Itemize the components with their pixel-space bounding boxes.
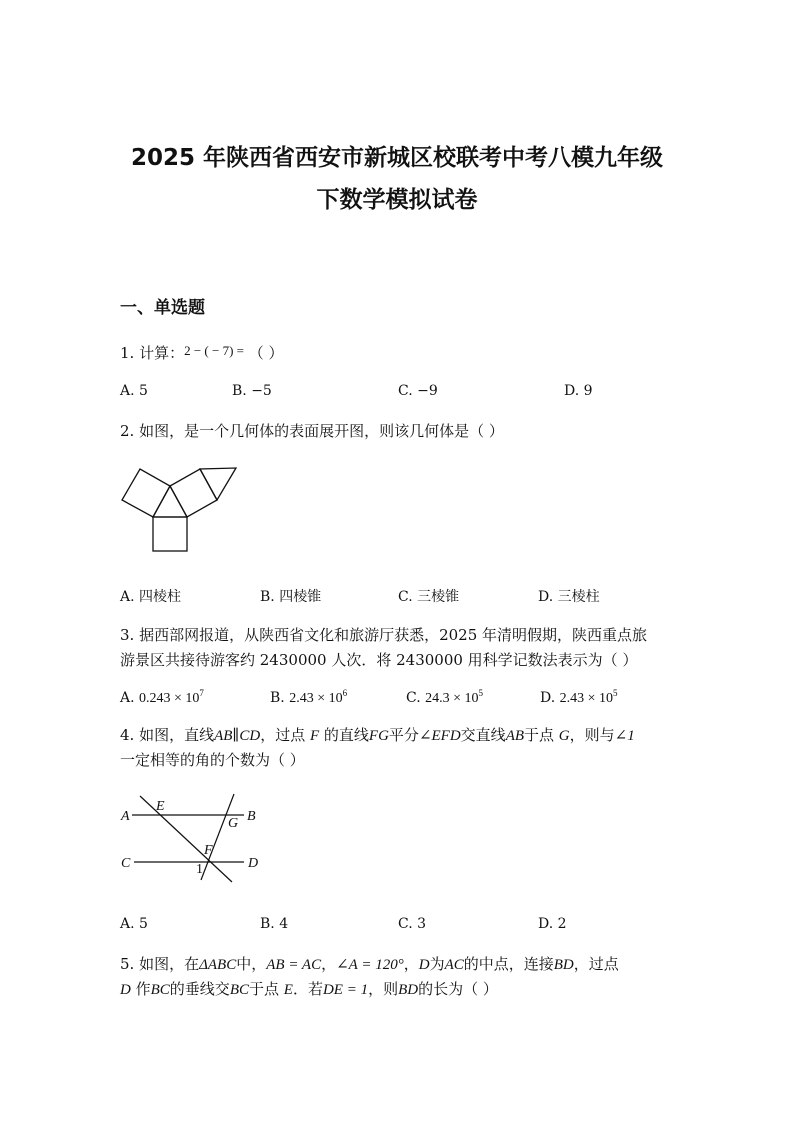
net-top-triangle <box>200 468 236 500</box>
label-e: E <box>156 799 165 814</box>
q1-suffix: （ ） <box>244 344 284 362</box>
question-4-stem-line1: 4. 如图，直线AB∥CD，过点 F 的直线FG平分∠EFD交直线AB于点 G，则与∠1 <box>120 726 635 744</box>
document-title-line1: 2025 年陕西省西安市新城区校联考中考八模九年级 <box>130 145 664 171</box>
document-title-line2: 下数学模拟试卷 <box>316 187 478 213</box>
q2-option-a: A. 四棱柱 <box>120 589 182 605</box>
label-a: A <box>121 809 130 824</box>
label-g: G <box>228 816 239 831</box>
q1-option-c: C. −9 <box>398 383 438 399</box>
label-angle-1: 1 <box>196 862 203 877</box>
q3-option-d: D. $2.43 \times 10^5$ <box>540 688 618 706</box>
q1-option-a: A. 5 <box>120 383 148 399</box>
q4-option-c: C. 3 <box>398 916 427 932</box>
q1-prefix: 1. 计算： <box>120 344 185 362</box>
q2-option-b: B. 四棱锥 <box>260 589 322 605</box>
question-5-stem-line1: 5. 如图，在ΔABC中，AB = AC，∠A = 120°，D为AC的中点，连接BD，过点 <box>120 955 619 973</box>
net-left-square <box>122 469 170 517</box>
q2-option-d: D. 三棱柱 <box>538 589 600 605</box>
question-4-stem-line2: 一定相等的角的个数为（ ） <box>120 751 305 769</box>
q1-option-d: D. 9 <box>564 383 593 399</box>
question-3-stem-line2: 游景区共接待游客约 2430000 人次．将 2430000 用科学记数法表示为（ ） <box>120 651 638 669</box>
q2-option-c: C. 三棱锥 <box>398 589 460 605</box>
net-right-square <box>170 469 217 517</box>
question-2-stem: 2. 如图，是一个几何体的表面展开图，则该几何体是（ ） <box>120 422 504 440</box>
question-3-stem-line1: 3. 据西部网报道，从陕西省文化和旅游厅获悉，2025 年清明假期，陕西重点旅 <box>120 626 648 644</box>
question-5-stem-line2: D 作BC的垂线交BC于点 E．若DE = 1，则BD的长为（ ） <box>120 980 498 998</box>
parallel-lines-figure <box>116 790 266 886</box>
q3-option-b: B. $2.43 \times 10^6$ <box>270 688 348 706</box>
q4-option-a: A. 5 <box>120 916 148 932</box>
q3-option-c: C. $24.3 \times 10^5$ <box>406 688 484 706</box>
net-base-square <box>153 517 187 551</box>
q1-option-b: B. −5 <box>232 383 272 399</box>
label-b: B <box>247 809 256 824</box>
transversal-ef <box>140 796 232 882</box>
q4-option-b: B. 4 <box>260 916 289 932</box>
net-center-triangle <box>153 486 187 517</box>
question-1-stem <box>120 342 284 363</box>
line-fg <box>201 794 234 880</box>
q1-expression: 2 − ( − 7) = <box>184 343 244 358</box>
label-c: C <box>121 856 131 871</box>
net-figure <box>118 462 242 556</box>
label-d: D <box>248 856 259 871</box>
label-f: F <box>204 843 213 858</box>
section-heading: 一、单选题 <box>120 298 205 318</box>
q4-option-d: D. 2 <box>538 916 567 932</box>
q3-option-a: A. $0.243 \times 10^7$ <box>120 688 204 706</box>
